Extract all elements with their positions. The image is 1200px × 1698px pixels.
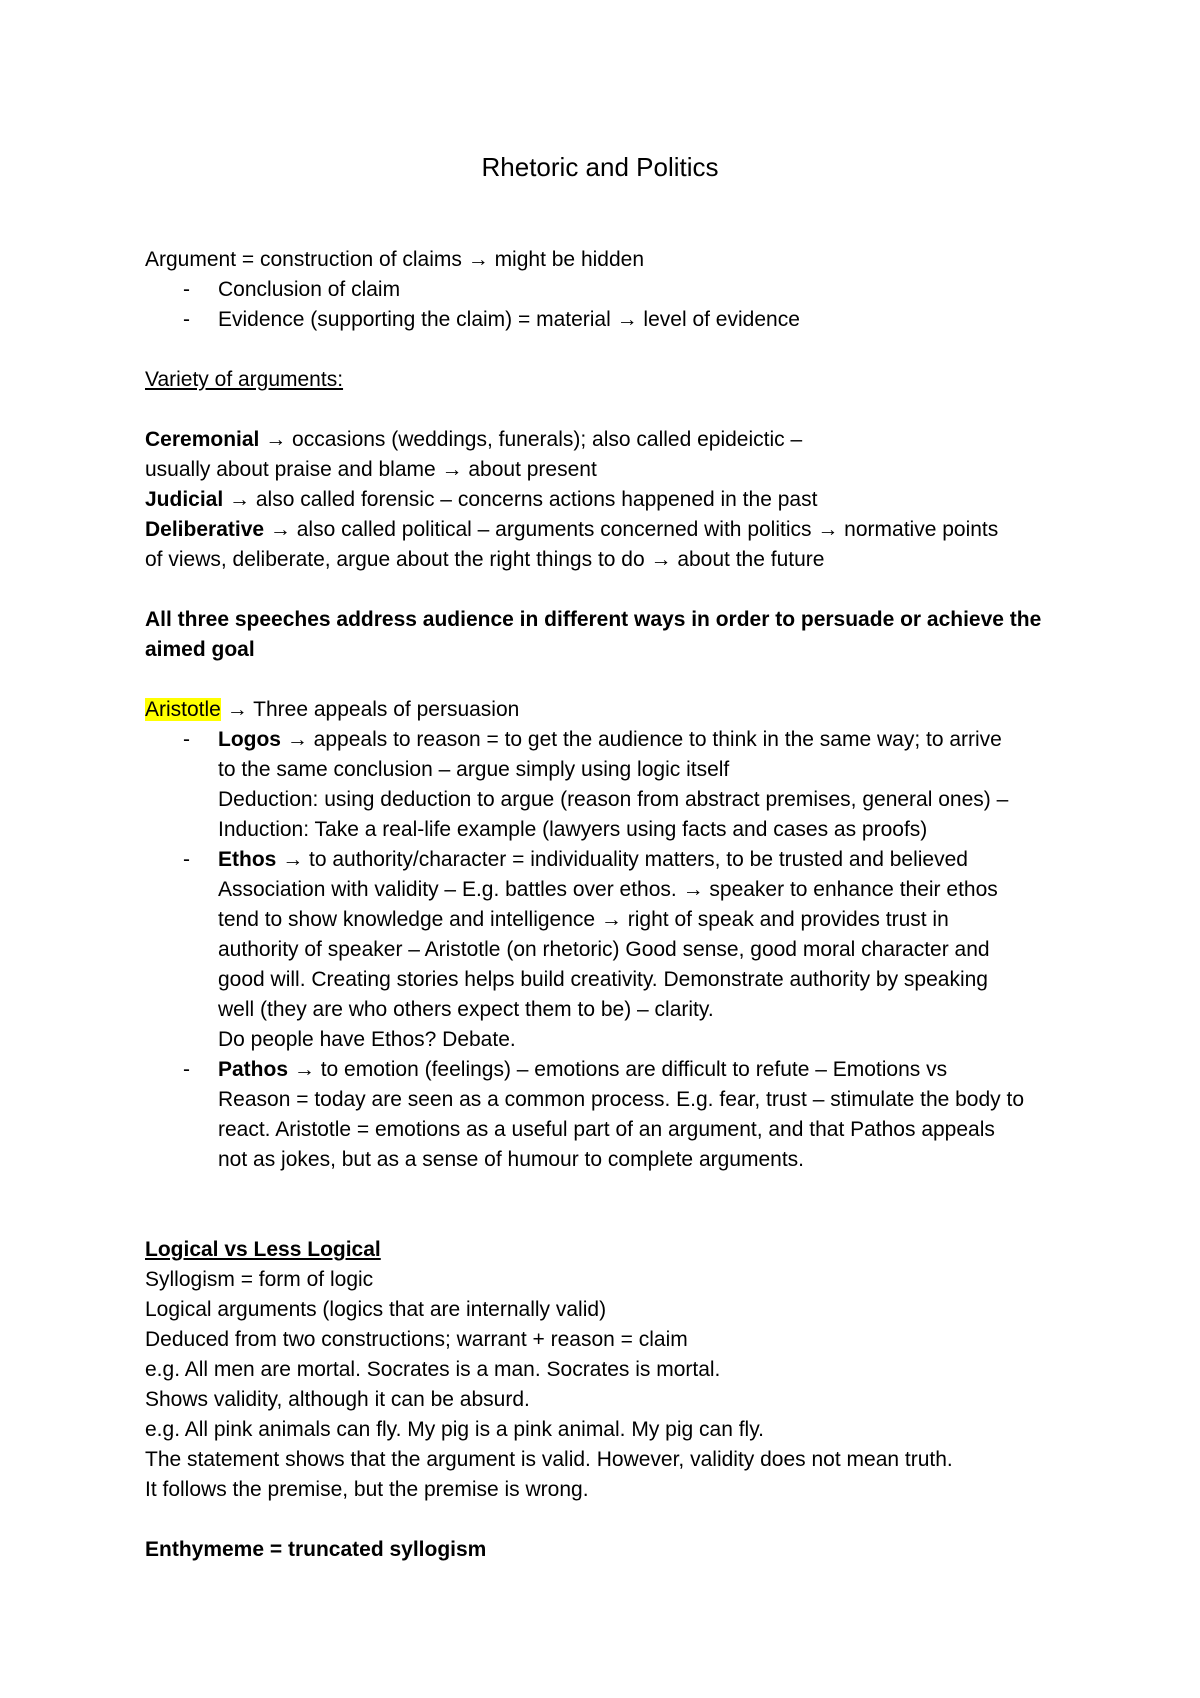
page-title: Rhetoric and Politics	[481, 152, 719, 182]
arrow-icon: →	[286, 728, 308, 751]
text-line: Deduced from two constructions; warrant + reason = claim	[145, 1328, 688, 1351]
text-line: authority of speaker – Aristotle (on rhetoric) Good sense, good moral character and	[218, 938, 990, 961]
section-heading: Logical vs Less Logical	[145, 1238, 381, 1261]
pathos-line: Pathos → to emotion (feelings) – emotions are difficult to refute – Emotions vs	[218, 1058, 948, 1081]
text-line: e.g. All men are mortal. Socrates is a man. Socrates is mortal.	[145, 1358, 721, 1381]
text-line: Association with validity – E.g. battles over ethos. → speaker to enhance their ethos	[218, 878, 998, 901]
list-dash: -	[183, 278, 190, 301]
arrow-icon: →	[229, 488, 251, 511]
argument-definition: Argument = construction of claims → might be hidden	[145, 248, 645, 271]
list-dash: -	[183, 728, 190, 751]
judicial-line: Judicial → also called forensic – concerns actions happened in the past	[145, 488, 818, 511]
text-line: tend to show knowledge and intelligence → right of speak and provides trust in	[218, 908, 949, 931]
text-line: Induction: Take a real-life example (lawyers using facts and cases as proofs)	[218, 818, 928, 841]
arrow-icon: →	[226, 698, 248, 721]
list-dash: -	[183, 1058, 190, 1081]
text-line: It follows the premise, but the premise is wrong.	[145, 1478, 589, 1501]
ethos-line: Ethos → to authority/character = individuality matters, to be trusted and believed	[218, 848, 968, 871]
highlighted-term: Aristotle	[145, 698, 221, 721]
text-line: Syllogism = form of logic	[145, 1268, 374, 1291]
logos-line: Logos → appeals to reason = to get the audience to think in the same way; to arrive	[218, 728, 1002, 751]
text-line: of views, deliberate, argue about the right things to do → about the future	[145, 548, 825, 571]
ceremonial-line: Ceremonial → occasions (weddings, funerals); also called epideictic –	[145, 428, 803, 451]
text-line: e.g. All pink animals can fly. My pig is a pink animal. My pig can fly.	[145, 1418, 764, 1441]
arrow-icon: →	[467, 248, 489, 271]
list-item: Conclusion of claim	[218, 278, 401, 301]
list-item: Evidence (supporting the claim) = material → level of evidence	[218, 308, 800, 331]
arrow-icon: →	[282, 848, 304, 871]
bold-statement: Enthymeme = truncated syllogism	[145, 1538, 487, 1561]
text-line: Deduction: using deduction to argue (reason from abstract premises, general ones) –	[218, 788, 1009, 811]
text-line: react. Aristotle = emotions as a useful part of an argument, and that Pathos appeals	[218, 1118, 995, 1141]
text-line: The statement shows that the argument is valid. However, validity does not mean truth.	[145, 1448, 953, 1471]
text-line: not as jokes, but as a sense of humour to complete arguments.	[218, 1148, 804, 1171]
list-dash: -	[183, 308, 190, 331]
text-line: well (they are who others expect them to be) – clarity.	[218, 998, 714, 1021]
text-line: Shows validity, although it can be absurd.	[145, 1388, 530, 1411]
arrow-icon: →	[293, 1058, 315, 1081]
text-line: good will. Creating stories helps build creativity. Demonstrate authority by speaking	[218, 968, 988, 991]
deliberative-line: Deliberative → also called political – arguments concerned with politics → normative points	[145, 518, 999, 541]
section-heading: Variety of arguments:	[145, 368, 344, 391]
text-line: usually about praise and blame → about present	[145, 458, 597, 481]
text-line: Do people have Ethos? Debate.	[218, 1028, 516, 1051]
text-line: Logical arguments (logics that are internally valid)	[145, 1298, 607, 1321]
text-line: to the same conclusion – argue simply using logic itself	[218, 758, 730, 781]
list-dash: -	[183, 848, 190, 871]
arrow-icon: →	[265, 428, 287, 451]
text-line: Reason = today are seen as a common process. E.g. fear, trust – stimulate the body to	[218, 1088, 1025, 1111]
arrow-icon: →	[269, 518, 291, 541]
aristotle-line: Aristotle → Three appeals of persuasion	[145, 698, 520, 721]
bold-statement: aimed goal	[145, 638, 255, 661]
bold-statement: All three speeches address audience in different ways in order to persuade or achieve the	[145, 608, 1042, 631]
